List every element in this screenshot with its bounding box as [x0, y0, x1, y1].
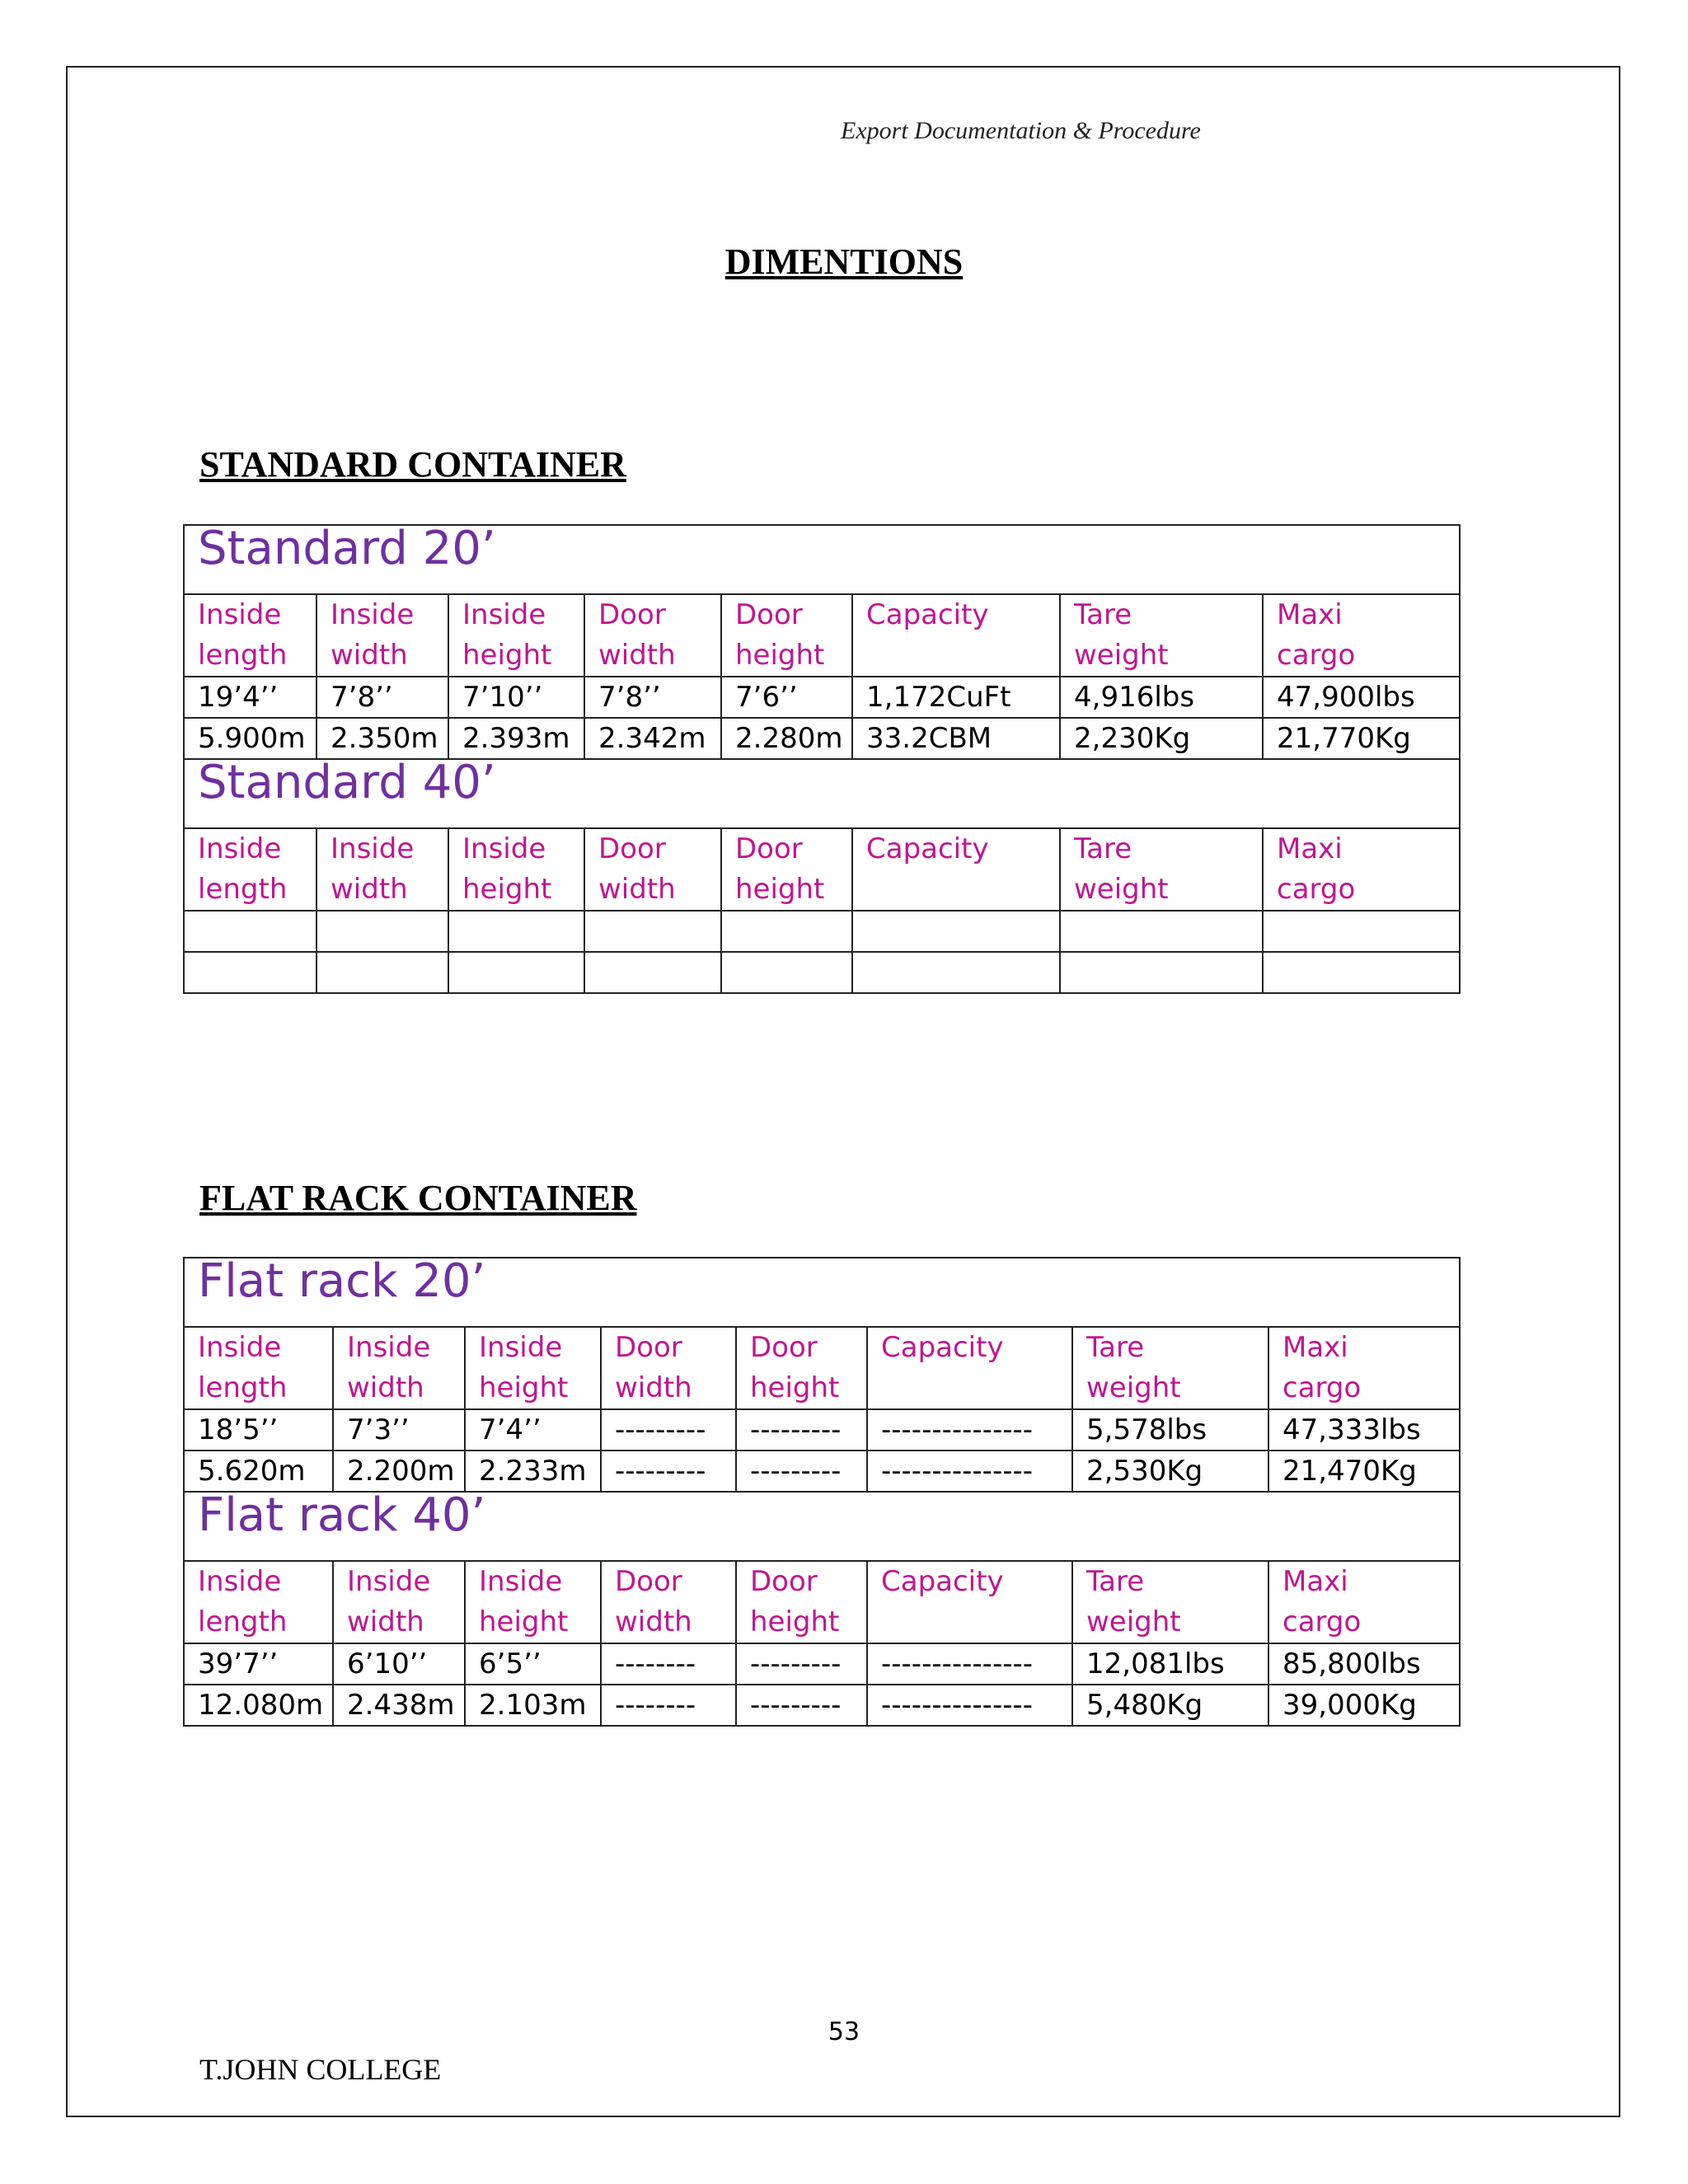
column-header-line: Door	[598, 598, 666, 631]
footer-college: T.JOHN COLLEGE	[199, 2053, 442, 2086]
column-header	[1263, 828, 1460, 911]
column-header-row	[184, 828, 1460, 911]
column-header	[448, 828, 584, 911]
column-header	[333, 1327, 465, 1409]
column-header	[1060, 828, 1263, 911]
column-header-line: height	[735, 873, 825, 906]
column-header-row	[184, 1327, 1460, 1409]
table-cell: 2.350m	[316, 718, 448, 759]
table-cell: 5,578lbs	[1072, 1409, 1268, 1451]
table-cell: 2.438m	[333, 1685, 465, 1726]
table-row	[184, 1409, 1460, 1451]
column-header-line: Inside	[462, 598, 546, 631]
table-cell	[184, 952, 316, 993]
table-cell: 21,470Kg	[1268, 1451, 1460, 1492]
table-cell: ---------	[736, 1409, 867, 1451]
column-header-line: Maxi	[1282, 1565, 1348, 1598]
column-header-line: Door	[750, 1331, 818, 1364]
table-cell: 2.200m	[333, 1451, 465, 1492]
column-header-line: width	[615, 1371, 692, 1404]
column-header-line: height	[479, 1371, 569, 1404]
column-header	[1060, 594, 1263, 677]
column-header-line: Door	[615, 1331, 682, 1364]
column-header	[584, 828, 721, 911]
column-header	[1072, 1561, 1268, 1643]
table-row	[184, 677, 1460, 718]
column-header-line: Door	[615, 1565, 682, 1598]
column-header-line: length	[198, 1371, 288, 1404]
column-header-line: Capacity	[866, 598, 989, 631]
table-cell: --------	[601, 1643, 736, 1685]
table-cell: 19’4’’	[184, 677, 316, 718]
table-cell	[184, 911, 316, 952]
group-title: Flat rack 20’	[184, 1258, 1460, 1327]
column-header	[465, 1561, 601, 1643]
column-header-line: width	[615, 1605, 692, 1638]
column-header-row	[184, 1561, 1460, 1643]
group-title: Flat rack 40’	[184, 1492, 1460, 1561]
column-header	[1268, 1327, 1460, 1409]
table-cell: 33.2CBM	[852, 718, 1060, 759]
table-cell: ---------	[601, 1409, 736, 1451]
column-header-line: Inside	[479, 1565, 563, 1598]
column-header-line: width	[598, 873, 676, 906]
column-header-line: Tare	[1074, 832, 1132, 865]
column-header-line: Door	[735, 832, 803, 865]
column-header-line: Capacity	[881, 1331, 1004, 1364]
table-cell: 2,530Kg	[1072, 1451, 1268, 1492]
table-cell	[1263, 911, 1460, 952]
column-header-line: Inside	[462, 832, 546, 865]
table-cell: 39’7’’	[184, 1643, 333, 1685]
column-header-line: cargo	[1277, 873, 1356, 906]
column-header	[184, 594, 316, 677]
column-header	[184, 1561, 333, 1643]
table-cell: ---------	[601, 1451, 736, 1492]
column-header-line: height	[462, 873, 552, 906]
table-row	[184, 952, 1460, 993]
column-header	[1263, 594, 1460, 677]
table-row	[184, 1685, 1460, 1726]
column-header-line: Tare	[1086, 1331, 1145, 1364]
table-cell: 6’5’’	[465, 1643, 601, 1685]
standard-container-table	[183, 524, 1461, 994]
column-header	[736, 1327, 867, 1409]
column-header	[333, 1561, 465, 1643]
table-cell: 7’8’’	[316, 677, 448, 718]
table-cell: ---------------	[867, 1685, 1072, 1726]
table-cell: ---------	[736, 1685, 867, 1726]
table-cell: 1,172CuFt	[852, 677, 1060, 718]
column-header-line: Maxi	[1277, 598, 1343, 631]
table-row	[184, 1451, 1460, 1492]
table-cell: 39,000Kg	[1268, 1685, 1460, 1726]
column-header-line: height	[735, 639, 825, 672]
column-header-line: cargo	[1277, 639, 1356, 672]
document-title: DIMENTIONS	[724, 241, 964, 282]
table-cell	[584, 911, 721, 952]
table-cell: ---------------	[867, 1451, 1072, 1492]
column-header	[721, 828, 852, 911]
column-header	[721, 594, 852, 677]
column-header-line: Inside	[347, 1565, 431, 1598]
table-cell: ---------------	[867, 1409, 1072, 1451]
table-cell: 12.080m	[184, 1685, 333, 1726]
table-cell: 2.103m	[465, 1685, 601, 1726]
table-cell: 7’3’’	[333, 1409, 465, 1451]
column-header-line: Inside	[198, 1565, 282, 1598]
table-cell: ---------------	[867, 1643, 1072, 1685]
column-header	[601, 1327, 736, 1409]
group-title: Standard 20’	[184, 525, 1460, 594]
column-header-line: height	[750, 1605, 840, 1638]
column-header-line: cargo	[1282, 1371, 1362, 1404]
column-header-line: Door	[735, 598, 803, 631]
table-cell	[852, 952, 1060, 993]
column-header	[736, 1561, 867, 1643]
column-header-line: Maxi	[1277, 832, 1343, 865]
table-cell: 2.280m	[721, 718, 852, 759]
table-cell	[721, 952, 852, 993]
table-cell: 2.342m	[584, 718, 721, 759]
column-header-line: length	[198, 639, 288, 672]
table-cell: 21,770Kg	[1263, 718, 1460, 759]
group-title-row	[184, 525, 1460, 594]
table-cell: 2.393m	[448, 718, 584, 759]
column-header	[1268, 1561, 1460, 1643]
column-header-line: weight	[1086, 1605, 1181, 1638]
column-header	[867, 1327, 1072, 1409]
section-heading-flat-rack: FLAT RACK CONTAINER	[199, 1178, 637, 1218]
column-header-line: Door	[750, 1565, 818, 1598]
table-cell: 7’10’’	[448, 677, 584, 718]
column-header	[601, 1561, 736, 1643]
table-cell: 47,333lbs	[1268, 1409, 1460, 1451]
column-header-line: height	[479, 1605, 569, 1638]
column-header-line: height	[462, 639, 552, 672]
column-header-line: Maxi	[1282, 1331, 1348, 1364]
table-cell	[1060, 911, 1263, 952]
column-header	[852, 594, 1060, 677]
column-header-line: Inside	[347, 1331, 431, 1364]
column-header-line: length	[198, 1605, 288, 1638]
table-cell: 5.900m	[184, 718, 316, 759]
table-cell	[1263, 952, 1460, 993]
table-cell: 12,081lbs	[1072, 1643, 1268, 1685]
table-cell: 7’8’’	[584, 677, 721, 718]
column-header	[584, 594, 721, 677]
table-cell: 18’5’’	[184, 1409, 333, 1451]
table-cell: 5.620m	[184, 1451, 333, 1492]
group-title-row	[184, 1258, 1460, 1327]
table-cell	[721, 911, 852, 952]
column-header-line: Inside	[479, 1331, 563, 1364]
group-title: Standard 40’	[184, 759, 1460, 828]
column-header	[316, 828, 448, 911]
group-title-row	[184, 1492, 1460, 1561]
column-header-row	[184, 594, 1460, 677]
column-header-line: Inside	[198, 1331, 282, 1364]
column-header-line: Tare	[1074, 598, 1132, 631]
column-header	[316, 594, 448, 677]
table-cell: 5,480Kg	[1072, 1685, 1268, 1726]
column-header-line: Inside	[198, 832, 282, 865]
column-header-line: height	[750, 1371, 840, 1404]
column-header	[1072, 1327, 1268, 1409]
table-cell: 7’4’’	[465, 1409, 601, 1451]
table-cell: 85,800lbs	[1268, 1643, 1460, 1685]
column-header-line: Tare	[1086, 1565, 1145, 1598]
column-header	[184, 828, 316, 911]
page-border	[66, 66, 1620, 2117]
column-header-line: Inside	[331, 832, 415, 865]
table-cell: 47,900lbs	[1263, 677, 1460, 718]
table-cell: 4,916lbs	[1060, 677, 1263, 718]
column-header	[852, 828, 1060, 911]
table-cell	[1060, 952, 1263, 993]
column-header-line: Door	[598, 832, 666, 865]
column-header-line: Inside	[198, 598, 282, 631]
page-number: 53	[828, 2018, 860, 2046]
table-cell	[316, 911, 448, 952]
running-header: Export Documentation & Procedure	[841, 117, 1201, 144]
table-cell: 6’10’’	[333, 1643, 465, 1685]
column-header-line: Capacity	[866, 832, 989, 865]
table-cell: 2,230Kg	[1060, 718, 1263, 759]
table-cell: 2.233m	[465, 1451, 601, 1492]
table-cell: 7’6’’	[721, 677, 852, 718]
table-cell: --------	[601, 1685, 736, 1726]
column-header-line: width	[347, 1605, 424, 1638]
table-cell	[448, 911, 584, 952]
column-header	[184, 1327, 333, 1409]
column-header-line: Inside	[331, 598, 415, 631]
table-cell	[316, 952, 448, 993]
column-header-line: length	[198, 873, 288, 906]
group-title-row	[184, 759, 1460, 828]
column-header-line: width	[331, 639, 408, 672]
table-cell	[852, 911, 1060, 952]
table-cell	[448, 952, 584, 993]
column-header-line: cargo	[1282, 1605, 1362, 1638]
table-row	[184, 718, 1460, 759]
column-header-line: width	[347, 1371, 424, 1404]
column-header	[448, 594, 584, 677]
column-header-line: width	[331, 873, 408, 906]
table-cell: ---------	[736, 1643, 867, 1685]
table-cell: ---------	[736, 1451, 867, 1492]
table-row	[184, 1643, 1460, 1685]
column-header	[867, 1561, 1072, 1643]
column-header-line: weight	[1074, 873, 1169, 906]
column-header-line: weight	[1074, 639, 1169, 672]
table-cell	[584, 952, 721, 993]
flat-rack-container-table	[183, 1254, 1461, 1727]
column-header-line: width	[598, 639, 676, 672]
table-row	[184, 911, 1460, 952]
section-heading-standard: STANDARD CONTAINER	[199, 444, 626, 485]
column-header	[465, 1327, 601, 1409]
column-header-line: weight	[1086, 1371, 1181, 1404]
column-header-line: Capacity	[881, 1565, 1004, 1598]
